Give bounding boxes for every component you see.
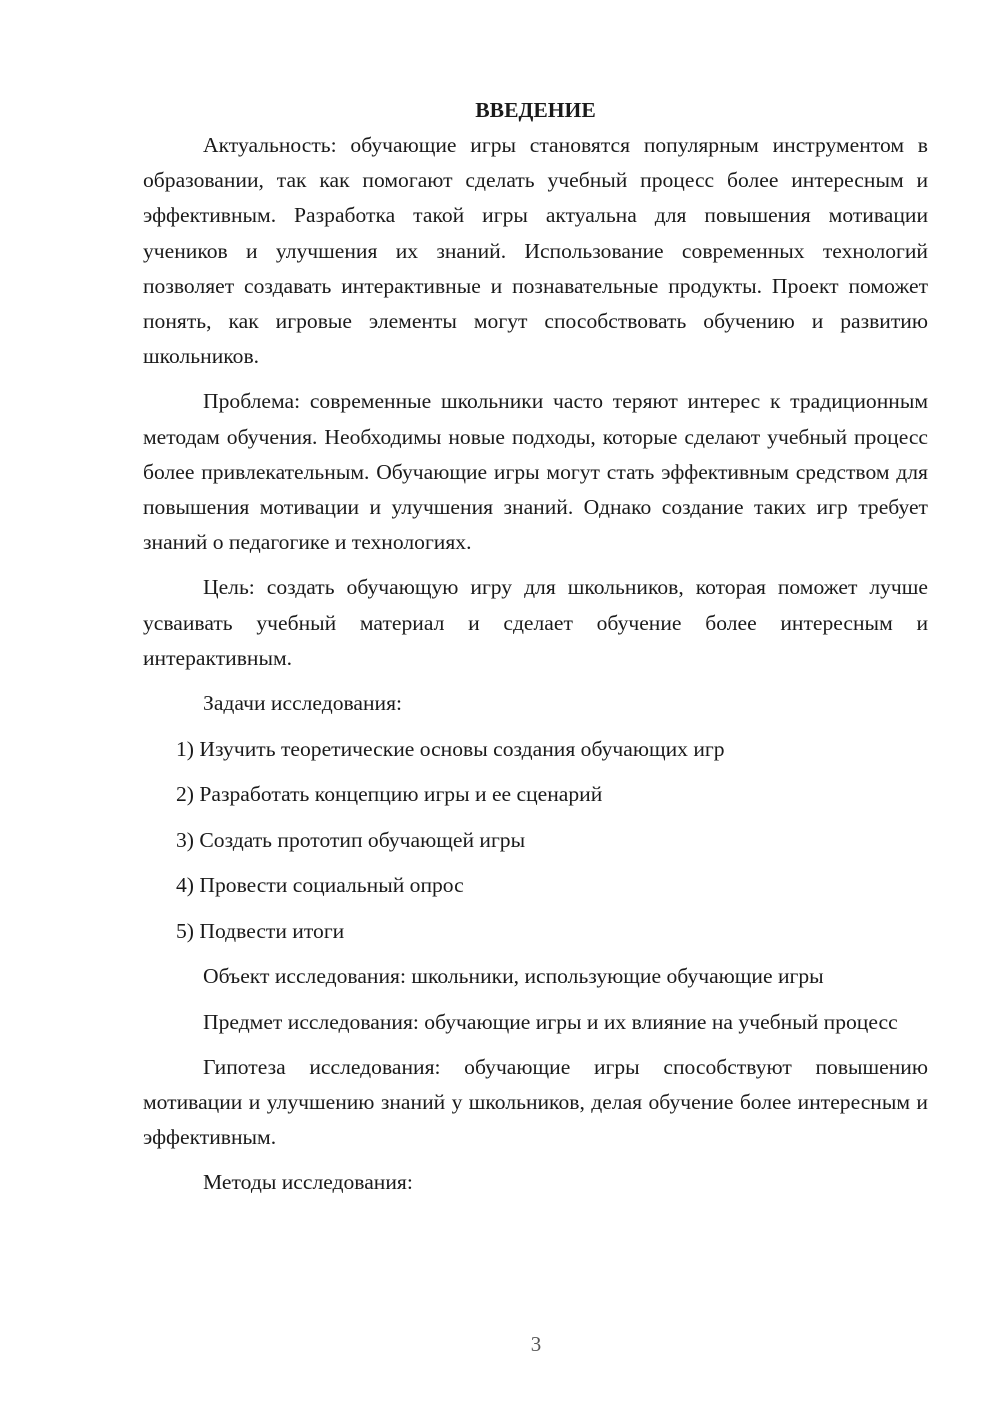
paragraph-goal: Цель: создать обучающую игру для школьников, которая поможет лучше усваивать учебный материал и сделает обучение более интересным и интерактивным. (143, 575, 928, 670)
paragraph-subject: Предмет исследования: обучающие игры и их влияние на учебный процесс (203, 1009, 898, 1034)
document-page (143, 92, 928, 1201)
tasks-heading: Задачи исследования: (203, 691, 403, 716)
list-item: 4) Провести социальный опрос (176, 873, 464, 898)
methods-heading: Методы исследования: (203, 1170, 413, 1195)
section-title: ВВЕДЕНИЕ (475, 98, 596, 122)
paragraph-problem: Проблема: современные школьники часто теряют интерес к традиционным методам обучения. Необходимы новые подходы, которые сделают учебный процесс более привлекательным. Обучающие игры могут стать эффективным средством для повышения мотивации и улучшения знаний. Однако создание таких игр требует знаний о педагогике и технологиях. (143, 389, 928, 555)
list-item: 3) Создать прототип обучающей игры (176, 827, 526, 852)
paragraph-object: Объект исследования: школьники, использующие обучающие игры (203, 964, 824, 989)
page-number: 3 (530, 1332, 542, 1356)
list-item: 5) Подвести итоги (176, 918, 345, 943)
paragraph-hypothesis: Гипотеза исследования: обучающие игры способствуют повышению мотивации и улучшению знаний у школьников, делая обучение более интересным и эффективным. (143, 1054, 928, 1150)
paragraph-relevance: Актуальность: обучающие игры становятся популярным инструментом в образовании, так как помогают сделать учебный процесс более интересным и эффективным. Разработка такой игры актуальна для повышения мотивации учеников и улучшения их знаний. Использование современных технологий позволяет создавать интерактивные и познавательные продукты. Проект поможет понять, как игровые элементы могут способствовать обучению и развитию школьников. (143, 133, 928, 369)
list-item: 2) Разработать концепцию игры и ее сценарий (176, 782, 603, 807)
list-item: 1) Изучить теоретические основы создания обучающих игр (176, 736, 725, 761)
tasks-list (143, 732, 928, 960)
